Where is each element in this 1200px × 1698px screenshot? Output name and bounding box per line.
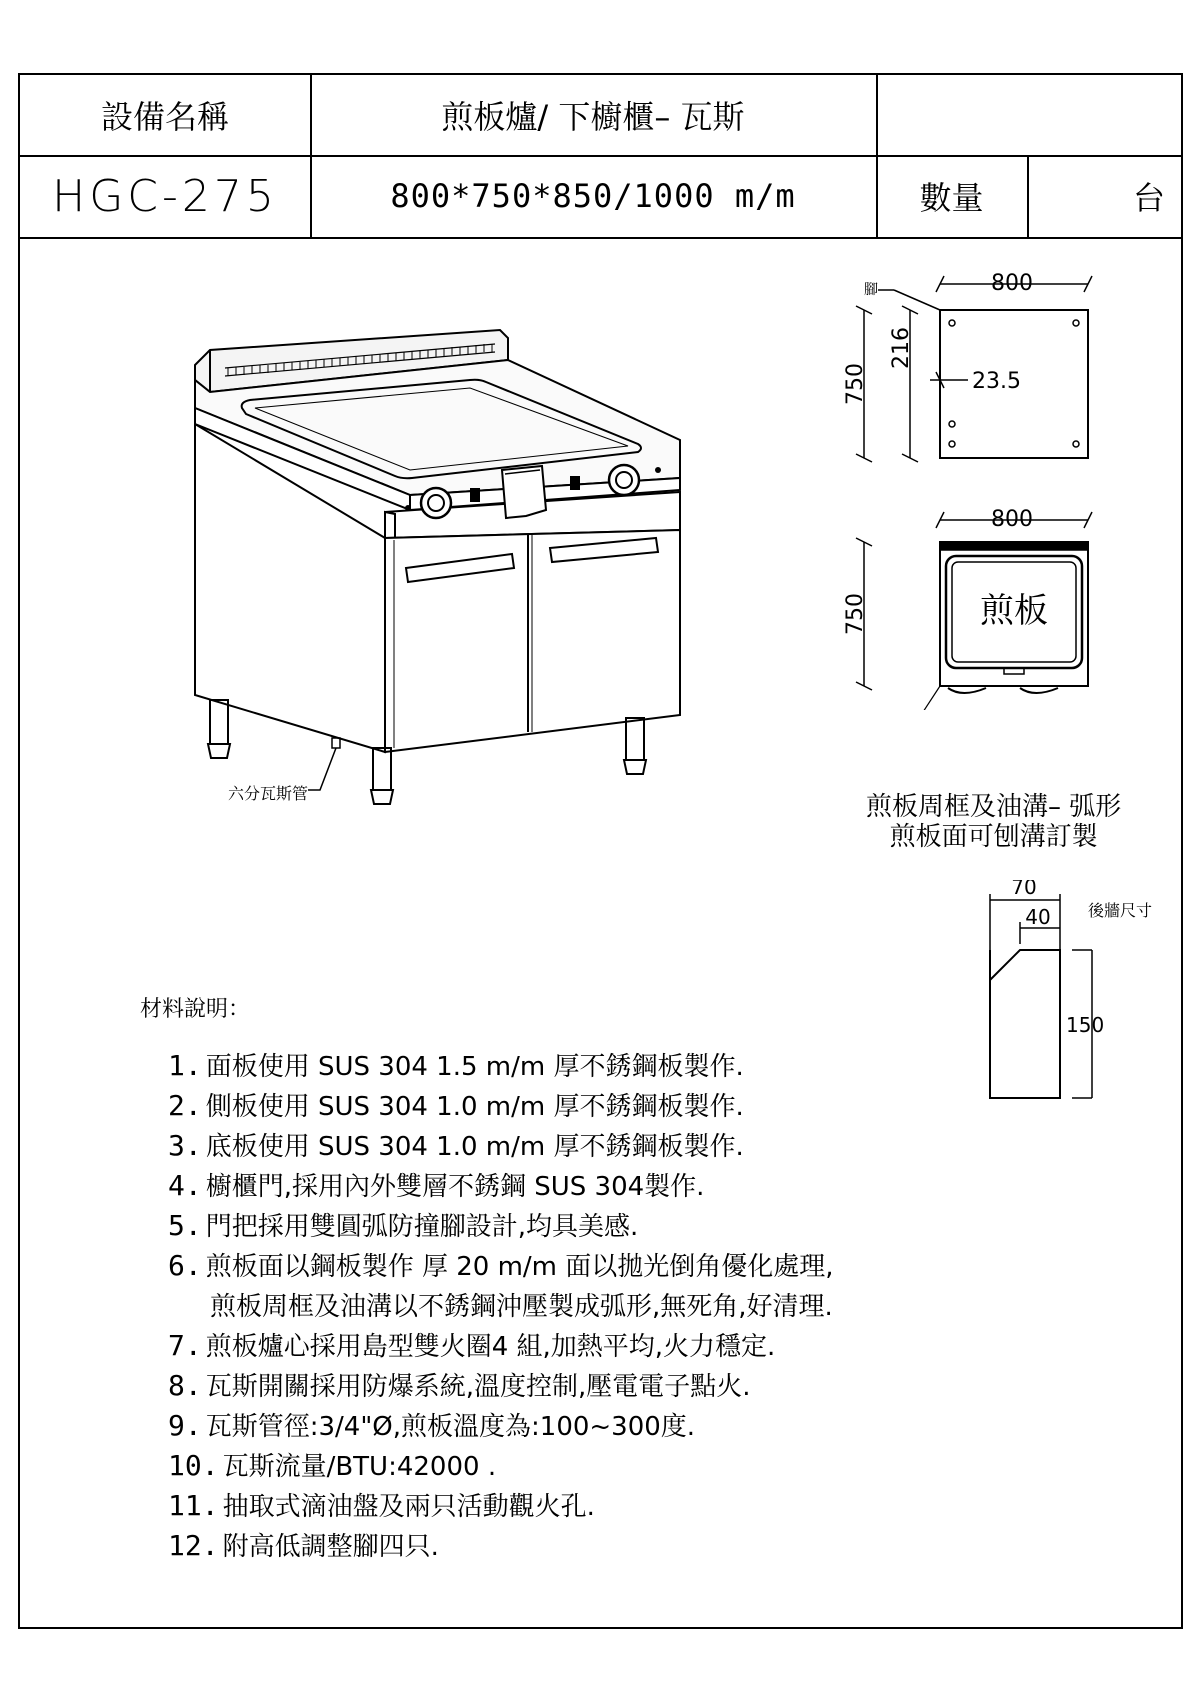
griddle-note-line-2: 煎板面可刨溝訂製 <box>889 822 1098 852</box>
material-item-text: 門把採用雙圓弧防撞腳設計,均具美感. <box>205 1212 639 1242</box>
equipment-name-cell <box>310 75 876 155</box>
top-view-offset-x: 23.5 <box>972 369 1021 394</box>
material-item-11 <box>168 1480 834 1520</box>
material-item-text: 抽取式滴油盤及兩只活動觀火孔. <box>222 1492 595 1522</box>
dimensions-cell <box>310 155 876 237</box>
griddle-note-line-1: 煎板周框及油溝– 弧形 <box>866 792 1122 822</box>
backsplash-profile-drawing <box>980 880 1180 1100</box>
model-cell <box>20 155 310 237</box>
material-item-number: 3. <box>168 1129 202 1162</box>
equipment-label-cell <box>20 75 310 155</box>
material-item-9 <box>168 1400 834 1440</box>
backsplash-total-width: 70 <box>1011 880 1037 899</box>
material-item-number: 11. <box>168 1489 219 1522</box>
leg-label: 腳 <box>864 282 878 298</box>
material-item-number: 12. <box>168 1529 219 1562</box>
top-view-width: 800 <box>991 271 1033 296</box>
material-item-text: 櫥櫃門,採用內外雙層不銹鋼 SUS 304製作. <box>205 1172 705 1202</box>
header-divider-2 <box>20 237 1181 239</box>
plan-view-depth: 750 <box>843 593 868 635</box>
plan-view-width: 800 <box>991 507 1033 532</box>
material-item-number: 1. <box>168 1049 202 1082</box>
material-item-5 <box>168 1200 834 1240</box>
material-item-text: 瓦斯開關採用防爆系統,溫度控制,壓電電子點火. <box>205 1372 751 1402</box>
dimensions-value: 800*750*850/1000 m/m <box>390 177 796 215</box>
material-item-2 <box>168 1080 834 1120</box>
material-item-number: 4. <box>168 1169 202 1202</box>
material-item-number: 10. <box>168 1449 219 1482</box>
material-item-6-continued <box>168 1280 834 1320</box>
material-item-7 <box>168 1320 834 1360</box>
top-view-drawing <box>820 268 1100 488</box>
plan-view-drawing <box>820 500 1100 710</box>
material-item-8 <box>168 1360 834 1400</box>
material-item-12 <box>168 1520 834 1560</box>
material-item-3 <box>168 1120 834 1160</box>
materials-list <box>168 1040 834 1560</box>
material-item-text: 煎板爐心採用島型雙火圈4 組,加熱平均,火力穩定. <box>205 1332 776 1362</box>
backsplash-height: 150 <box>1066 1013 1105 1037</box>
top-view-offset-y: 216 <box>889 327 914 369</box>
material-item-number: 2. <box>168 1089 202 1122</box>
ignition-button-right-icon <box>570 476 580 490</box>
left-knob-icon <box>421 488 451 518</box>
material-item-text: 附高低調整腳四只. <box>222 1532 439 1562</box>
griddle-note <box>866 792 1121 852</box>
right-knob-icon <box>609 465 639 495</box>
material-item-4 <box>168 1160 834 1200</box>
gas-pipe-label: 六分瓦斯管 <box>228 784 309 803</box>
equipment-name: 煎板爐/ 下櫥櫃– 瓦斯 <box>441 98 745 136</box>
material-item-1 <box>168 1040 834 1080</box>
backsplash-title: 後牆尺寸 <box>1088 901 1153 920</box>
quantity-label: 數量 <box>919 179 984 217</box>
top-view-depth: 750 <box>843 363 868 405</box>
materials-title: 材料說明： <box>140 997 251 1022</box>
material-item-text: 側板使用 SUS 304 1.0 m/m 厚不銹鋼板製作. <box>205 1092 744 1122</box>
unit-cell <box>1027 155 1183 237</box>
material-item-text: 瓦斯流量/BTU:42000 . <box>222 1452 497 1482</box>
griddle-plate-label: 煎板 <box>980 591 1048 631</box>
material-item-number: 5. <box>168 1209 202 1242</box>
material-item-text: 底板使用 SUS 304 1.0 m/m 厚不銹鋼板製作. <box>205 1132 744 1162</box>
material-item-text: 煎板周框及油溝以不銹鋼沖壓製成弧形,無死角,好清理. <box>210 1292 833 1322</box>
ignition-button-left-icon <box>470 488 480 502</box>
material-item-number: 8. <box>168 1369 202 1402</box>
material-item-number: 7. <box>168 1329 202 1362</box>
material-item-text: 面板使用 SUS 304 1.5 m/m 厚不銹鋼板製作. <box>205 1052 744 1082</box>
material-item-number: 6. <box>168 1249 202 1282</box>
material-item-10 <box>168 1440 834 1480</box>
model-number: HGC-275 <box>52 170 278 222</box>
material-item-text: 瓦斯管徑:3/4"Ø,煎板溫度為:100~300度. <box>205 1412 696 1442</box>
material-item-number: 9. <box>168 1409 202 1442</box>
quantity-label-cell <box>876 155 1027 237</box>
unit-label: 台 <box>1132 179 1165 217</box>
material-item-text: 煎板面以鋼板製作 厚 20 m/m 面以拋光倒角優化處理, <box>205 1252 834 1282</box>
backsplash-top-width: 40 <box>1025 905 1051 929</box>
equipment-label: 設備名稱 <box>100 98 229 136</box>
material-item-6 <box>168 1240 834 1280</box>
